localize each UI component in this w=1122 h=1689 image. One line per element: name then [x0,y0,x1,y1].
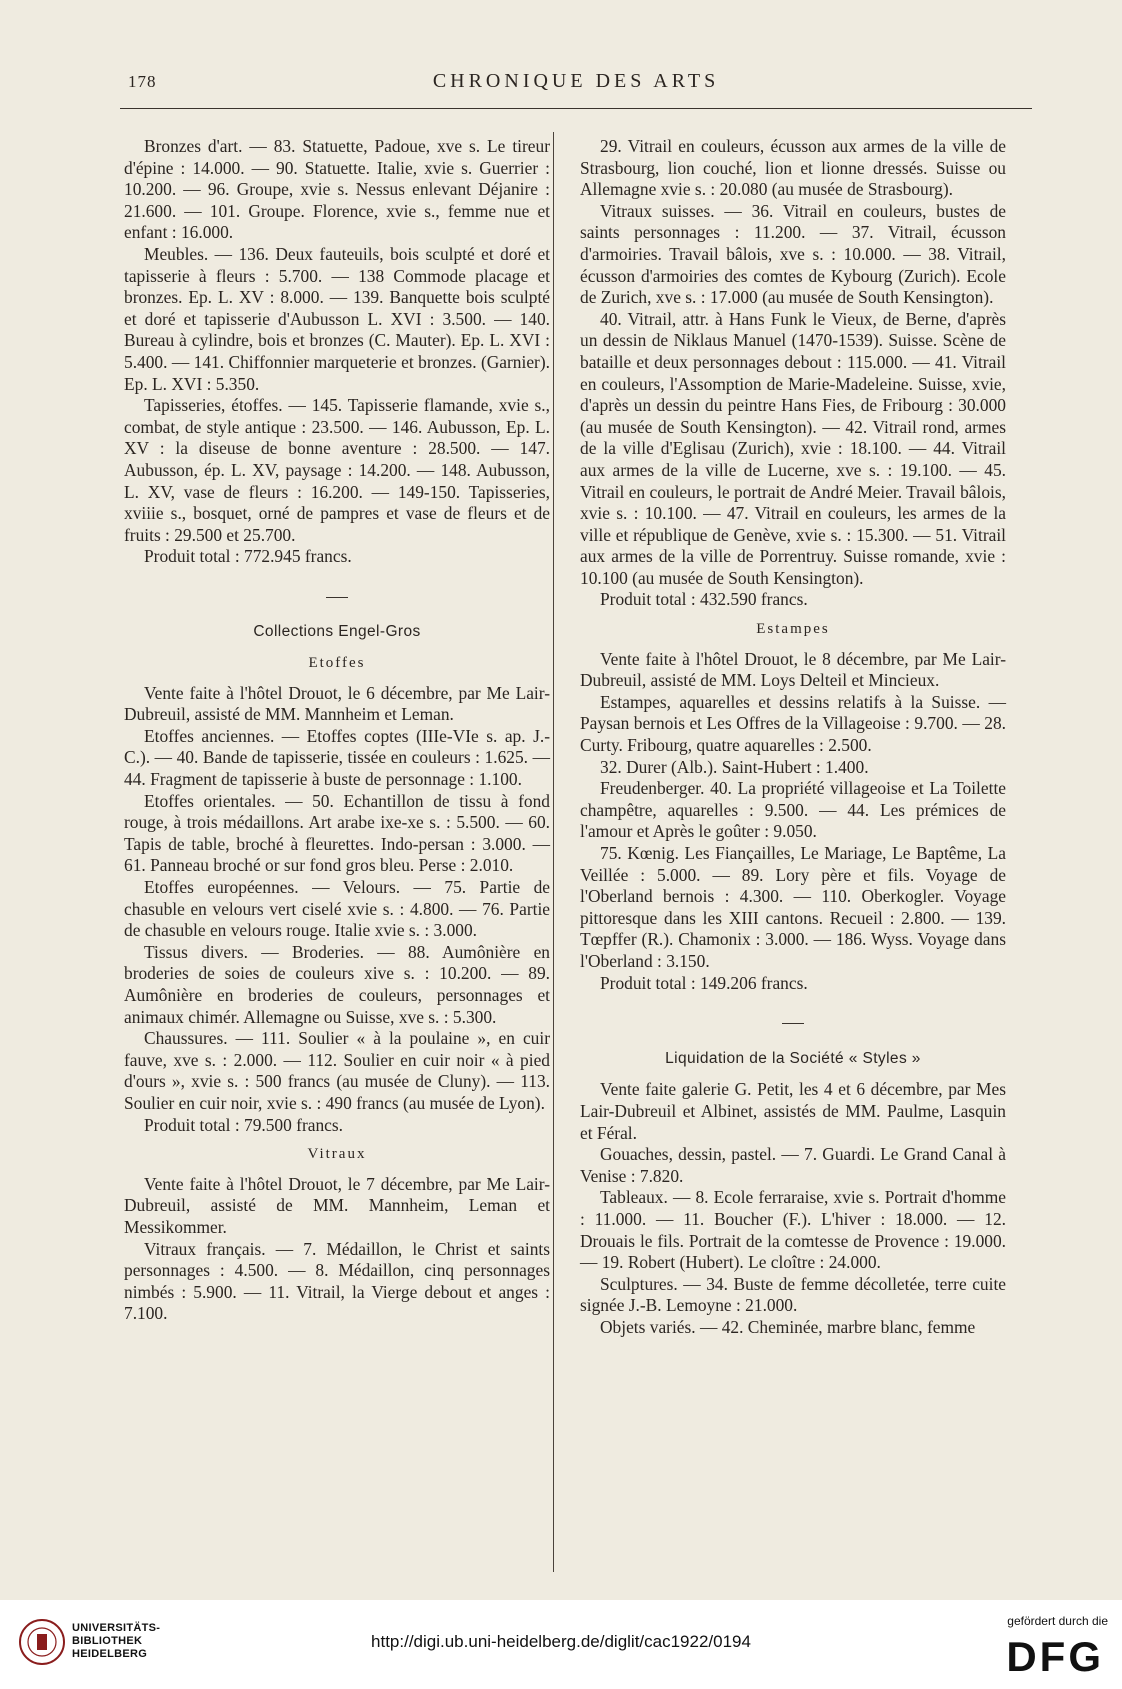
paragraph: Etoffes européennes. — Velours. — 75. Partie de chasuble en velours vert ciselé xvie s. : 4.800. — 76. Partie de chasuble en velours rouge. Italie xvie s. : 3.000. [124,877,550,941]
right-column [580,136,1006,1338]
paragraph: Vitraux français. — 7. Médaillon, le Christ et saints personnages : 4.500. — 8. Médaillon, cinq personnages nimbés : 5.900. — 11. Vitrail, la Vierge debout et anges : 7.100. [124,1238,550,1324]
paragraph: Vente faite galerie G. Petit, les 4 et 6 décembre, par Mes Lair-Dubreuil et Albinet, assistés de MM. Paulme, Lasquin et Féral. [580,1079,1006,1143]
section-heading: Collections Engel-Gros [253,623,421,641]
paragraph: 40. Vitrail, attr. à Hans Funk le Vieux, de Berne, d'après un dessin de Niklaus Manuel (1470-1539). Suisse. Scène de bataille et deux personnages debout : 115.000. — 41. Vitrail en couleurs, l'Assomption de Marie-Madeleine. Suisse, xvie, d'après un dessin du peintre Hans Fies, de Fribourg : 30.000 (au musée de South Kensington). — 42. Vitrail rond, armes de la ville d'Eglisau (Zurich), xvie : 18.100. — 44. Vitrail aux armes de la ville de Lucerne, xve s. : 19.100. — 45. Vitrail en couleurs, le portrait de André Meier. Travail bâlois, xvie s. : 10.100. — 47. Vitrail en couleurs, les armes de la ville et république de Genève, xvie s. : 15.300. — 51. Vitrail aux armes de la ville de Porrentruy. Suisse romande, xvie : 10.100 (au musée de South Kensington). [580,308,1006,588]
paragraph: Vente faite à l'hôtel Drouot, le 6 décembre, par Me Lair-Dubreuil, assisté de MM. Mannheim et Leman. [124,682,550,725]
paragraph: 32. Durer (Alb.). Saint-Hubert : 1.400. [600,756,869,777]
paragraph: Vitraux suisses. — 36. Vitrail en couleurs, bustes de saints personnages : 11.200. — 37. Vitrail, écusson d'armoiries. Travail bâlois, xve s. : 10.000. — 38. Vitrail, écusson d'armoiries des comtes de Kybourg (Zurich). Ecole de Zurich, xve s. : 17.000 (au musée de South Kensington). [580,200,1006,308]
paragraph: Etoffes orientales. — 50. Echantillon de tissu à fond rouge, à trois médaillons. Art arabe ixe-xe s. : 5.500. — 60. Tapis de table, broché à fleurettes. Indo-persan : 3.000. — 61. Panneau broché or sur fond gros bleu. Perse : 2.010. [124,790,550,876]
paragraph: Gouaches, dessin, pastel. — 7. Guardi. Le Grand Canal à Venise : 7.820. [580,1144,1006,1186]
paragraph: Tissus divers. — Broderies. — 88. Aumônière en broderies de soies de couleurs xive s. : 10.200. — 89. Aumônière en broderies de couleurs, personnages et animaux chimér. Allemagne ou Suisse, xve s. : 5.300. [124,941,550,1027]
header-rule [120,108,1032,109]
subsection-heading: Etoffes [308,655,366,672]
paragraph: Vente faite à l'hôtel Drouot, le 7 décembre, par Me Lair-Dubreuil, assisté de MM. Mannheim, Leman et Messikommer. [124,1173,550,1237]
subsection-heading: Vitraux [307,1146,367,1163]
paragraph: Estampes, aquarelles et dessins relatifs à la Suisse. — Paysan bernois et Les Offres de la Villageoise : 9.700. — 28. Curty. Fribourg, quatre aquarelles : 2.500. [580,691,1006,756]
paragraph: 29. Vitrail en couleurs, écusson aux armes de la ville de Strasbourg, lion couché, lion et lionne dressés. Suisse ou Allemagne xvie s. : 20.080 (au musée de Strasbourg). [580,136,1006,200]
paragraph: Tapisseries, étoffes. — 145. Tapisserie flamande, xvie s., combat, de style antique : 23.500. — 146. Aubusson, Ep. L. XV : la diseuse de bonne aventure : 28.500. — 147. Aubusson, ép. L. XV, paysage : 14.200. — 148. Aubusson, L. XV, vase de fleurs : 16.200. — 149-150. Tapisseries, xviiie s., bosquet, orné de pampres et vase de fleurs et de fruits : 29.500 et 25.700. [124,395,550,545]
running-title: CHRONIQUE DES ARTS [432,70,720,92]
paragraph: Objets variés. — 42. Cheminée, marbre blanc, femme [600,1316,976,1337]
subsection-heading: Estampes [756,621,830,638]
institution-line: BIBLIOTHEK [72,1635,143,1647]
column-divider [553,132,554,1572]
permalink-url[interactable]: http://digi.ub.uni-heidelberg.de/diglit/cac1922/0194 [371,1632,751,1651]
sale-total: Produit total : 79.500 francs. [144,1114,343,1135]
paragraph: Meubles. — 136. Deux fauteuils, bois sculpté et doré et tapisserie à fleurs : 5.700. — 138 Commode placage et bronzes. Ep. L. XV : 8.000. — 139. Banquette bois sculpté et doré et tapisserie d'Aubusson L. XVI : 3.500. — 140. Bureau à cylindre, bois et bronzes (C. Mauter). Ep. L. XVI : 5.400. — 141. Chiffonnier marqueterie et bronzes. (Garnier). Ep. L. XVI : 5.350. [124,243,550,394]
paragraph: 75. Kœnig. Les Fiançailles, Le Mariage, Le Baptême, La Veillée : 5.000. — 89. Lory père et fils. Voyage de l'Oberland bernois : 4.300. — 110. Oberkogler. Voyage pittoresque dans les XIII cantons. Recueil : 2.800. — 139. Tœpffer (R.). Chamonix : 3.000. — 186. Wyss. Voyage dans l'Oberland : 3.150. [580,843,1006,971]
footer-bar [0,1600,1122,1689]
institution-line: UNIVERSITÄTS- [72,1622,161,1634]
dfg-logo: DFG [1006,1633,1104,1680]
paragraph: Vente faite à l'hôtel Drouot, le 8 décembre, par Me Lair-Dubreuil, assisté de MM. Loys Delteil et Mincieux. [580,648,1006,691]
section-separator [124,582,550,604]
left-column [124,136,550,1325]
funded-by-label: gefördert durch die [1007,1614,1108,1628]
section-separator [580,1008,1006,1030]
paragraph: Etoffes anciennes. — Etoffes coptes (IIIe-VIe s. ap. J.-C.). — 40. Bande de tapisserie, tissée en couleurs : 1.625. — 44. Fragment de tapisserie à buste de personnage : 1.100. [124,725,550,790]
page-header [120,72,1032,104]
paragraph: Chaussures. — 111. Soulier « à la poulaine », en cuir fauve, xve s. : 2.000. — 112. Soulier en cuir noir « à pied d'ours », xvie s. : 500 francs (au musée de Cluny). — 113. Soulier en cuir noir, xvie s. : 490 francs (au musée de Lyon). [124,1028,550,1113]
sale-total: Produit total : 149.206 francs. [600,972,808,993]
institution-line: HEIDELBERG [72,1648,148,1660]
sale-total: Produit total : 772.945 francs. [144,546,352,567]
paragraph: Bronzes d'art. — 83. Statuette, Padoue, xve s. Le tireur d'épine : 14.000. — 90. Statuette. Italie, xvie s. Guerrier : 10.200. — 96. Groupe, xvie s. Nessus enlevant Déjanire : 21.600. — 101. Groupe. Florence, xvie s., femme nue et enfant : 16.000. [124,136,550,243]
paragraph: Tableaux. — 8. Ecole ferraraise, xvie s. Portrait d'homme : 11.000. — 11. Boucher (F.). L'hiver : 18.000. — 12. Drouais le fils. Portrait de la comtesse de Provence : 19.000. — 19. Robert (Hubert). Le cloître : 24.000. [580,1187,1006,1273]
paragraph: Sculptures. — 34. Buste de femme décolletée, terre cuite signée J.-B. Lemoyne : 21.000. [580,1273,1006,1316]
paragraph: Freudenberger. 40. La propriété villageoise et La Toilette champêtre, aquarelles : 9.500. — 44. Les prémices de l'amour et Après le goûter : 9.050. [580,778,1006,842]
page-number: 178 [128,72,157,91]
section-heading: Liquidation de la Société « Styles » [665,1049,921,1067]
sale-total: Produit total : 432.590 francs. [600,589,808,610]
